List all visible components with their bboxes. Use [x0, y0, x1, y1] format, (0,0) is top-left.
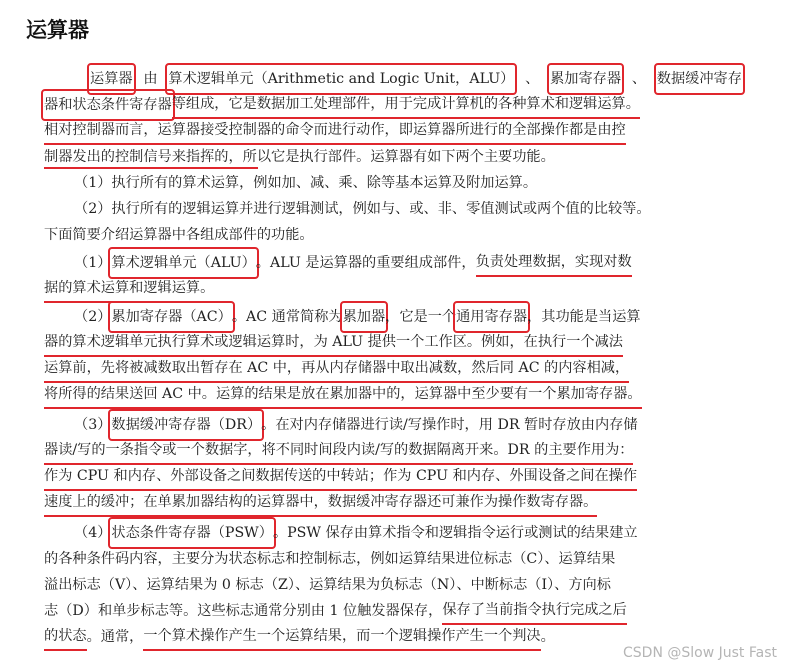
underlined-text: 将所得的结果送回 AC 中。运算的结果是放在累加器中的，运算器中至少要有一个累加寄存器。	[44, 381, 642, 409]
highlight-box: 累加寄存器	[550, 66, 621, 92]
page-title: 运算器	[26, 18, 89, 42]
underlined-text: 运算前，先将被减数取出暂存在 AC 中，再从内存储器中取出减数，然后同 AC 的内容相减，	[44, 355, 629, 383]
paragraph-line	[44, 490, 597, 516]
text-run: 、	[525, 71, 540, 87]
item-number: （3）	[74, 417, 112, 433]
text-run: 由	[143, 71, 158, 87]
underlined-text: 保存了当前指令执行完成之后	[442, 597, 626, 625]
paragraph-line: 下面简要介绍运算器中各组成部件的功能。	[44, 227, 314, 243]
paragraph-line	[90, 66, 742, 92]
text-run: 制器发出的控制信号来指挥的，所以它是执行部件。运算器有如下两个主要功能。	[44, 149, 555, 165]
highlight-box: 器和状态条件寄存器	[44, 92, 172, 118]
paragraph-line	[44, 598, 627, 624]
underlined-text: 速度上的缓冲；在单累加器结构的运算器中，数据缓冲寄存器还可兼作为操作数寄存器。	[44, 489, 597, 517]
highlight-box: 数据缓冲寄存器（DR）	[111, 412, 261, 438]
highlight-box: 算术逻辑单元（Arithmetic and Logic Unit，ALU）	[168, 66, 514, 92]
underlined-text: 器读/写的一条指令或一个数据字，将不同时间段内读/写的数据隔离开来。DR 的主要作用为：	[44, 437, 633, 465]
text-run: ，其功能是当运算	[527, 309, 641, 325]
text-run: 。ALU 是运算器的重要组成部件，	[255, 255, 476, 271]
highlight-box: 通用寄存器	[456, 304, 527, 330]
text-run: 、	[631, 71, 647, 87]
underlined-text: 的状态	[44, 623, 87, 651]
paragraph-line	[74, 304, 641, 330]
paragraph-line	[74, 520, 638, 546]
highlight-box: 算术逻辑单元（ALU）	[111, 250, 255, 276]
underlined-text: 负责处理数据，实现对数	[476, 249, 632, 277]
red-underline	[44, 167, 258, 169]
text-run: 。	[540, 629, 555, 645]
paragraph-line	[44, 464, 637, 490]
underlined-text: 等组成，它是数据加工处理部件，用于完成计算机的各种算术和逻辑运算。	[172, 91, 640, 119]
text-run: 。AC 通常简称为	[231, 309, 343, 325]
item-number: （2）	[74, 309, 112, 325]
function-item: （2）执行所有的逻辑运算并进行逻辑测试，例如与、或、非、零值测试或两个值的比较等。	[74, 201, 651, 217]
underlined-text: 作为 CPU 和内存、外部设备之间数据传送的中转站；作为 CPU 和内存、外围设备之间在操作	[44, 463, 637, 491]
paragraph-line	[44, 118, 626, 144]
item-number: （1）	[74, 255, 112, 271]
paragraph-line: 的各种条件码内容，主要分为状态标志和控制标志，例如运算结果进位标志（C）、运算结果	[44, 551, 616, 567]
underlined-text: 相对控制器而言，运算器接受控制器的命令而进行动作，即运算器所进行的全部操作都是由控	[44, 117, 626, 145]
text-run: 。通常，	[86, 629, 144, 645]
text-run: ，它是一个	[385, 309, 457, 325]
function-item: （1）执行所有的算术运算，例如加、减、乘、除等基本运算及附加运算。	[74, 175, 538, 191]
underlined-text: 一个算术操作产生一个运算结果，而一个逻辑操作产生一个判决	[143, 623, 540, 651]
text-run: 。在对内存储器进行读/写操作时，用 DR 暂时存放由内存储	[261, 417, 638, 433]
paragraph-line	[44, 330, 623, 356]
highlight-box: 运算器	[90, 66, 133, 92]
item-number: （4）	[74, 525, 112, 541]
paragraph-line	[44, 624, 555, 650]
paragraph-line	[74, 412, 638, 438]
watermark: CSDN @Slow Just Fast	[623, 645, 777, 661]
paragraph-line	[44, 382, 642, 408]
text-run: 志（D）和单步标志等。这些标志通常分别由 1 位触发器保存，	[44, 603, 443, 619]
paragraph-line	[44, 276, 214, 302]
paragraph-line	[74, 250, 632, 276]
highlight-box: 数据缓冲寄存	[657, 66, 742, 92]
underlined-text: 器的算术逻辑单元执行算术或逻辑运算时，为 ALU 提供一个工作区。例如，在执行一个减法	[44, 329, 623, 357]
highlight-box: 状态条件寄存器（PSW）	[111, 520, 273, 546]
paragraph-line	[44, 438, 633, 464]
paragraph-line: 溢出标志（V）、运算结果为 0 标志（Z）、运算结果为负标志（N）、中断标志（I）、方向标	[44, 577, 611, 593]
underlined-text: 据的算术运算和逻辑运算。	[44, 275, 214, 303]
highlight-box: 累加器	[343, 304, 386, 330]
highlight-box: 累加寄存器（AC）	[111, 304, 231, 330]
paragraph-line	[44, 356, 629, 382]
text-run: 。PSW 保存由算术指令和逻辑指令运行或测试的结果建立	[272, 525, 638, 541]
paragraph-line	[44, 92, 640, 118]
